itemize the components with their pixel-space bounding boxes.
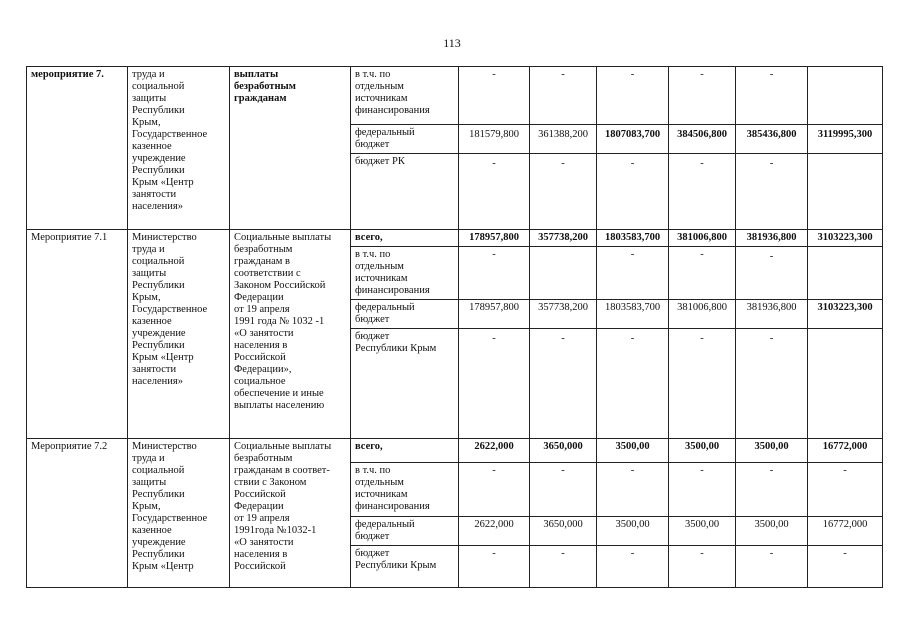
value-cell: - [597, 67, 669, 125]
value-cell: 3500,00 [736, 439, 808, 463]
value-cell [530, 247, 597, 300]
value-cell: - [736, 154, 808, 230]
table-row [27, 439, 883, 463]
value-cell: - [459, 546, 530, 588]
value-cell: - [669, 247, 736, 300]
source-cell: федеральный бюджет [351, 300, 459, 329]
description-cell: Социальные выплаты безработным гражданам в соответ- ствии с Законом Российской Федерации от 19 апреля 1991года №1032-1 «О занятости населения в Российской [230, 439, 351, 588]
value-cell: - [736, 546, 808, 588]
description-cell: выплаты безработным гражданам [230, 67, 351, 230]
value-cell: 1803583,700 [597, 300, 669, 329]
value-cell [808, 329, 883, 439]
value-cell: - [530, 463, 597, 517]
value-cell: 178957,800 [459, 230, 530, 247]
value-cell: 3500,00 [669, 517, 736, 546]
value-cell: - [597, 329, 669, 439]
source-cell: бюджет Республики Крым [351, 329, 459, 439]
source-cell: федеральный бюджет [351, 125, 459, 154]
value-cell: 3103223,300 [808, 230, 883, 247]
table-row [27, 230, 883, 247]
value-cell: 16772,000 [808, 439, 883, 463]
source-cell: в т.ч. по отдельным источникам финансирования [351, 247, 459, 300]
page-number: 113 [443, 36, 461, 50]
value-cell: 181579,800 [459, 125, 530, 154]
value-cell: - [597, 463, 669, 517]
event-cell: Мероприятие 7.2 [27, 439, 128, 588]
value-cell: - [669, 463, 736, 517]
value-cell: - [808, 463, 883, 517]
value-cell: 384506,800 [669, 125, 736, 154]
value-cell: 3103223,300 [808, 300, 883, 329]
event-cell: мероприятие 7. [27, 67, 128, 230]
source-cell: в т.ч. по отдельным источникам финансирования [351, 67, 459, 125]
value-cell: - [736, 329, 808, 439]
value-cell: 3119995,300 [808, 125, 883, 154]
source-cell: бюджет РК [351, 154, 459, 230]
value-cell: - [459, 329, 530, 439]
value-cell: 381006,800 [669, 230, 736, 247]
value-cell: 381006,800 [669, 300, 736, 329]
value-cell [808, 247, 883, 300]
value-cell: 2622,000 [459, 517, 530, 546]
value-cell: - [736, 247, 808, 300]
value-cell: 3650,000 [530, 517, 597, 546]
executor-cell: Министерство труда и социальной защиты Республики Крым, Государственное казенное учреждение Республики Крым «Центр [128, 439, 230, 588]
description-cell: Социальные выплаты безработным гражданам в соответствии с Законом Российской Федерации от 19 апреля 1991 года № 1032 -1 «О занятости населения в Российской Федерации», социальное обеспечение и иные выплаты населению [230, 230, 351, 439]
value-cell: - [597, 247, 669, 300]
value-cell: - [597, 546, 669, 588]
value-cell [808, 154, 883, 230]
value-cell: - [459, 154, 530, 230]
value-cell: 2622,000 [459, 439, 530, 463]
value-cell: 3500,00 [597, 517, 669, 546]
value-cell: - [530, 154, 597, 230]
value-cell: - [459, 247, 530, 300]
budget-table [26, 66, 883, 588]
value-cell: - [459, 67, 530, 125]
value-cell: - [669, 67, 736, 125]
executor-cell: труда и социальной защиты Республики Крым, Государственное казенное учреждение Республики Крым «Центр занятости населения» [128, 67, 230, 230]
value-cell: 3650,000 [530, 439, 597, 463]
value-cell: 178957,800 [459, 300, 530, 329]
source-cell: всего, [351, 439, 459, 463]
table-row [27, 67, 883, 125]
value-cell: 357738,200 [530, 300, 597, 329]
value-cell: 1803583,700 [597, 230, 669, 247]
value-cell: - [669, 154, 736, 230]
value-cell: 3500,00 [669, 439, 736, 463]
value-cell: - [736, 463, 808, 517]
event-cell: Мероприятие 7.1 [27, 230, 128, 439]
value-cell: - [530, 67, 597, 125]
value-cell: 3500,00 [736, 517, 808, 546]
value-cell: - [530, 329, 597, 439]
value-cell: 385436,800 [736, 125, 808, 154]
value-cell: - [669, 329, 736, 439]
value-cell: 1807083,700 [597, 125, 669, 154]
source-cell: федеральный бюджет [351, 517, 459, 546]
value-cell: - [808, 546, 883, 588]
executor-cell: Министерство труда и социальной защиты Республики Крым, Государственное казенное учреждение Республики Крым «Центр занятости населения» [128, 230, 230, 439]
value-cell: 381936,800 [736, 300, 808, 329]
source-cell: всего, [351, 230, 459, 247]
value-cell: - [736, 67, 808, 125]
value-cell: 357738,200 [530, 230, 597, 247]
value-cell: - [530, 546, 597, 588]
source-cell: в т.ч. по отдельным источникам финансирования [351, 463, 459, 517]
value-cell: - [669, 546, 736, 588]
value-cell: - [459, 463, 530, 517]
value-cell: 3500,00 [597, 439, 669, 463]
source-cell: бюджет Республики Крым [351, 546, 459, 588]
value-cell: - [597, 154, 669, 230]
value-cell: 16772,000 [808, 517, 883, 546]
value-cell: 381936,800 [736, 230, 808, 247]
value-cell [808, 67, 883, 125]
value-cell: 361388,200 [530, 125, 597, 154]
